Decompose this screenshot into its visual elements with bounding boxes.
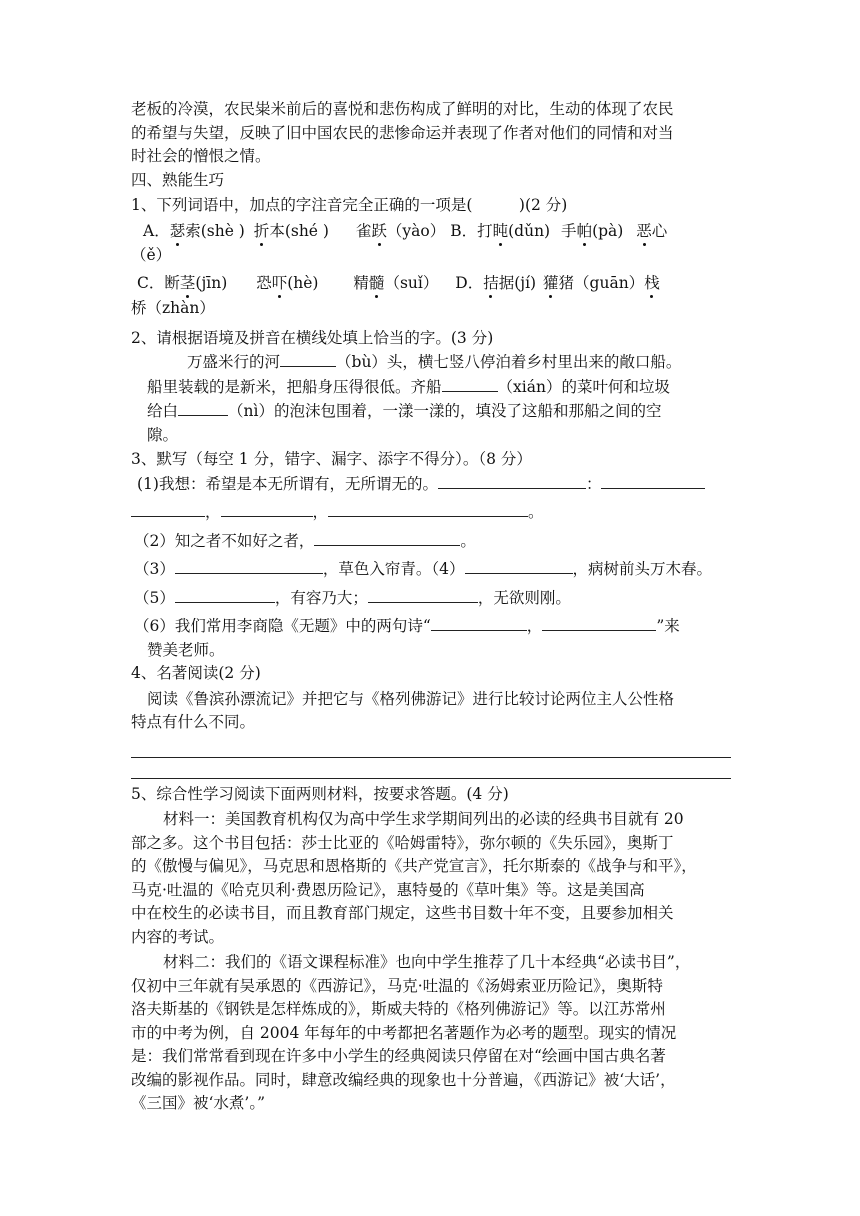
fill-blank[interactable] (368, 586, 478, 603)
q2-line: 隙。 (147, 425, 179, 444)
q2-line: 船里装载的是新米，把船身压得很低。齐船 （xián）的菜叶何和垃圾 (131, 375, 731, 400)
q1-options-ab: A．瑟索(shè ) 折本(shé ) 雀跃（yào） B．打盹(dǔn) 手帕(pà) 恶心 (131, 220, 731, 244)
exam-page (131, 98, 731, 1116)
q1-stem: 1、下列词语中，加点的字注音完全正确的一项是( )(2 分) (131, 196, 568, 214)
dotted-char: 吓 (272, 272, 288, 296)
q3-stem: 3、默写（每空 1 分，错字、漏字、添字不得分）。（8 分） (131, 450, 532, 468)
fill-blank[interactable] (328, 500, 528, 517)
fill-blank[interactable] (601, 472, 705, 489)
q3-item-1-cont: ， ， 。 (131, 500, 731, 525)
material-1-line: 的《傲慢与偏见》，马克思和恩格斯的《共产党宣言》，托尔斯泰的《战争与和平》， (131, 857, 697, 875)
q3-item-1: (1)我想：希望是本无所谓有，无所谓无的。 ： (131, 472, 731, 497)
material-1-line: 马克·吐温的《哈克贝利·费恩历险记》，惠特曼的《草叶集》等。这是美国高 (131, 880, 645, 899)
q3-item-2: （2）知之者不如好之者， 。 (131, 529, 731, 554)
option-b-label: B． (450, 221, 478, 240)
fill-blank[interactable] (131, 500, 205, 517)
intro-line: 老板的冷漠，农民粜米前后的喜悦和悲伤构成了鲜明的对比，生动的体现了农民 (131, 100, 674, 118)
option-d-label: D． (455, 273, 484, 292)
dotted-char: 恶 (636, 220, 652, 244)
material-1-line: 中在校生的必读书目，而且教育部门规定，这些书目数十年不变，且要参加相关 (131, 904, 674, 922)
dotted-char: 獾 (543, 272, 559, 296)
dotted-char: 帕 (577, 220, 593, 244)
material-2-line: 市的中考为例，自 2004 年每年的中考都把名著题作为必考的题型。现实的情况 (131, 1023, 677, 1042)
q4-stem: 4、名著阅读(2 分) (131, 664, 261, 682)
material-2-line: 改编的影视作品。同时，肆意改编经典的现象也十分普遍，《西游记》被‘大话’， (131, 1070, 676, 1089)
dotted-char: 瑟 (170, 220, 186, 244)
q1-option-d-cont: 桥（zhàn） (131, 299, 215, 317)
fill-blank[interactable] (175, 557, 323, 574)
dotted-char: 髓 (369, 272, 385, 296)
q4-text: 特点有什么不同。 (131, 713, 256, 731)
q2-line: 万盛米行的河 （bù）头，横七竖八停泊着乡村里出来的敞口船。 (131, 350, 731, 375)
option-c-label: C． (137, 273, 165, 292)
q3-item-3-4: （3） ，草色入帘青。（4） ，病树前头万木春。 (131, 557, 731, 582)
material-2-line: 材料二：我们的《语文课程标准》也向中学生推荐了几十本经典“必读书目”， (163, 953, 691, 971)
section-title: 四、熟能生巧 (131, 170, 225, 189)
fill-blank[interactable] (431, 614, 527, 631)
dotted-char: 栈 (644, 272, 660, 296)
material-1-line: 材料一：美国教育机构仅为高中学生求学期间列出的必读的经典书目就有 20 (163, 810, 684, 828)
fill-blank[interactable] (280, 350, 336, 367)
intro-line: 时社会的憎恨之情。 (131, 147, 271, 165)
q1-options-cd: C．断茎(jīn) 恐吓(hè) 精髓（suǐ） D．拮据(jí) 獾猪（guān）栈 (131, 272, 731, 296)
fill-blank[interactable] (542, 614, 656, 631)
intro-line: 的希望与失望，反映了旧中国农民的悲惨命运并表现了作者对他们的同情和对当 (131, 123, 674, 142)
answer-line[interactable] (131, 757, 731, 758)
material-2-line: 洛夫斯基的《钢铁是怎样炼成的》，斯威夫特的《格列佛游记》等。以江苏常州 (131, 1000, 666, 1018)
answer-line[interactable] (131, 778, 731, 779)
fill-blank[interactable] (178, 399, 228, 416)
q5-stem: 5、综合性学习阅读下面两则材料，按要求答题。(4 分) (131, 784, 509, 803)
fill-blank[interactable] (465, 557, 573, 574)
dotted-char: 茎 (180, 272, 196, 296)
option-a-label: A． (143, 221, 170, 240)
q3-item-6-cont: 赞美老师。 (147, 640, 225, 659)
fill-blank[interactable] (175, 586, 275, 603)
q1-option-b-cont: （ě） (131, 246, 172, 264)
q3-item-5: （5） ，有容乃大； ，无欲则刚。 (131, 586, 731, 611)
dotted-char: 拮 (483, 272, 499, 296)
dotted-char: 折 (254, 220, 270, 244)
material-2-line: 《三国》被‘水煮’。” (131, 1094, 266, 1112)
q2-stem: 2、请根据语境及拼音在横线处填上恰当的字。(3 分) (131, 328, 494, 347)
fill-blank[interactable] (221, 500, 313, 517)
dotted-char: 盹 (493, 220, 509, 244)
fill-blank[interactable] (442, 375, 498, 392)
material-2-line: 是：我们常常看到现在许多中小学生的经典阅读只停留在对“绘画中国古典名著 (131, 1047, 666, 1065)
dotted-char: 跃 (371, 220, 387, 244)
q4-text: 阅读《鲁滨孙漂流记》并把它与《格列佛游记》进行比较讨论两位主人公性格 (147, 689, 675, 708)
material-1-line: 部之多。这个书目包括：莎士比亚的《哈姆雷特》，弥尔顿的《失乐园》，奥斯丁 (131, 833, 674, 852)
q3-item-6: （6）我们常用李商隐《无题》中的两句诗“ ， ”来 (131, 614, 731, 639)
fill-blank[interactable] (438, 472, 586, 489)
fill-blank[interactable] (314, 529, 460, 546)
material-2-line: 仅初中三年就有吴承恩的《西游记》，马克·吐温的《汤姆索亚历险记》，奥斯特 (131, 976, 663, 995)
q2-line: 给白 （nì）的泡沫包围着，一漾一漾的，填没了这船和那船之间的空 (131, 399, 731, 424)
material-1-line: 内容的考试。 (131, 927, 225, 946)
